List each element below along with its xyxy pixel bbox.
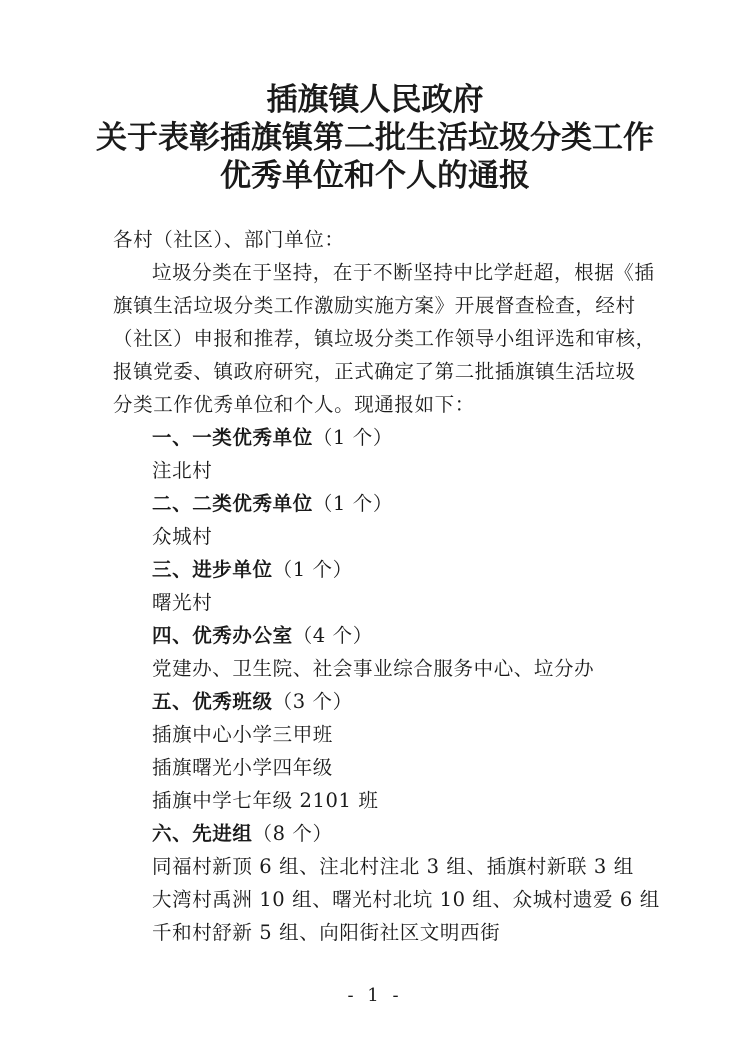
title-line-1: 插旗镇人民政府 bbox=[266, 82, 484, 118]
intro-line: 垃圾分类在于坚持，在于不断坚持中比学赶超，根据《插 bbox=[152, 261, 655, 284]
section-heading-label: 五、优秀班级 bbox=[152, 690, 273, 713]
section-heading bbox=[152, 820, 333, 848]
section-heading bbox=[152, 424, 393, 452]
section-item: 插旗中学七年级 2101 班 bbox=[152, 789, 379, 812]
section-count: （1 个） bbox=[312, 426, 393, 449]
salutation: 各村（社区）、部门单位： bbox=[113, 228, 345, 251]
section-heading-label: 一、一类优秀单位 bbox=[152, 426, 313, 449]
section-item: 插旗中心小学三甲班 bbox=[152, 723, 333, 746]
section-heading-label: 二、二类优秀单位 bbox=[152, 492, 313, 515]
page-number: - 1 - bbox=[347, 985, 403, 1006]
intro-line: （社区）申报和推荐，镇垃圾分类工作领导小组评选和审核， bbox=[113, 327, 656, 350]
section-item: 大湾村禹洲 10 组、曙光村北坑 10 组、众城村遗爱 6 组 bbox=[152, 888, 660, 911]
section-count: （1 个） bbox=[272, 558, 353, 581]
section-heading-label: 四、优秀办公室 bbox=[152, 624, 293, 647]
section-item: 千和村舒新 5 组、向阳街社区文明西街 bbox=[152, 921, 501, 944]
section-heading bbox=[152, 688, 353, 716]
section-heading-label: 三、进步单位 bbox=[152, 558, 273, 581]
section-count: （1 个） bbox=[312, 492, 393, 515]
section-item: 插旗曙光小学四年级 bbox=[152, 756, 333, 779]
intro-line: 旗镇生活垃圾分类工作激励实施方案》开展督查检查，经村 bbox=[113, 294, 636, 317]
section-item: 同福村新顶 6 组、注北村注北 3 组、插旗村新联 3 组 bbox=[152, 855, 634, 878]
section-count: （3 个） bbox=[272, 690, 353, 713]
section-item: 党建办、卫生院、社会事业综合服务中心、垃分办 bbox=[152, 657, 595, 680]
intro-line: 分类工作优秀单位和个人。现通报如下： bbox=[113, 393, 475, 416]
section-item: 众城村 bbox=[152, 525, 213, 548]
section-count: （8 个） bbox=[252, 822, 333, 845]
section-count: （4 个） bbox=[292, 624, 373, 647]
section-heading bbox=[152, 490, 393, 518]
section-item: 曙光村 bbox=[152, 591, 213, 614]
title-line-2: 关于表彰插旗镇第二批生活垃圾分类工作 bbox=[96, 120, 654, 156]
intro-line: 报镇党委、镇政府研究，正式确定了第二批插旗镇生活垃圾 bbox=[113, 360, 636, 383]
section-heading-label: 六、先进组 bbox=[152, 822, 253, 845]
section-heading bbox=[152, 556, 353, 584]
title-line-3: 优秀单位和个人的通报 bbox=[220, 158, 530, 194]
section-item: 注北村 bbox=[152, 459, 213, 482]
section-heading bbox=[152, 622, 373, 650]
